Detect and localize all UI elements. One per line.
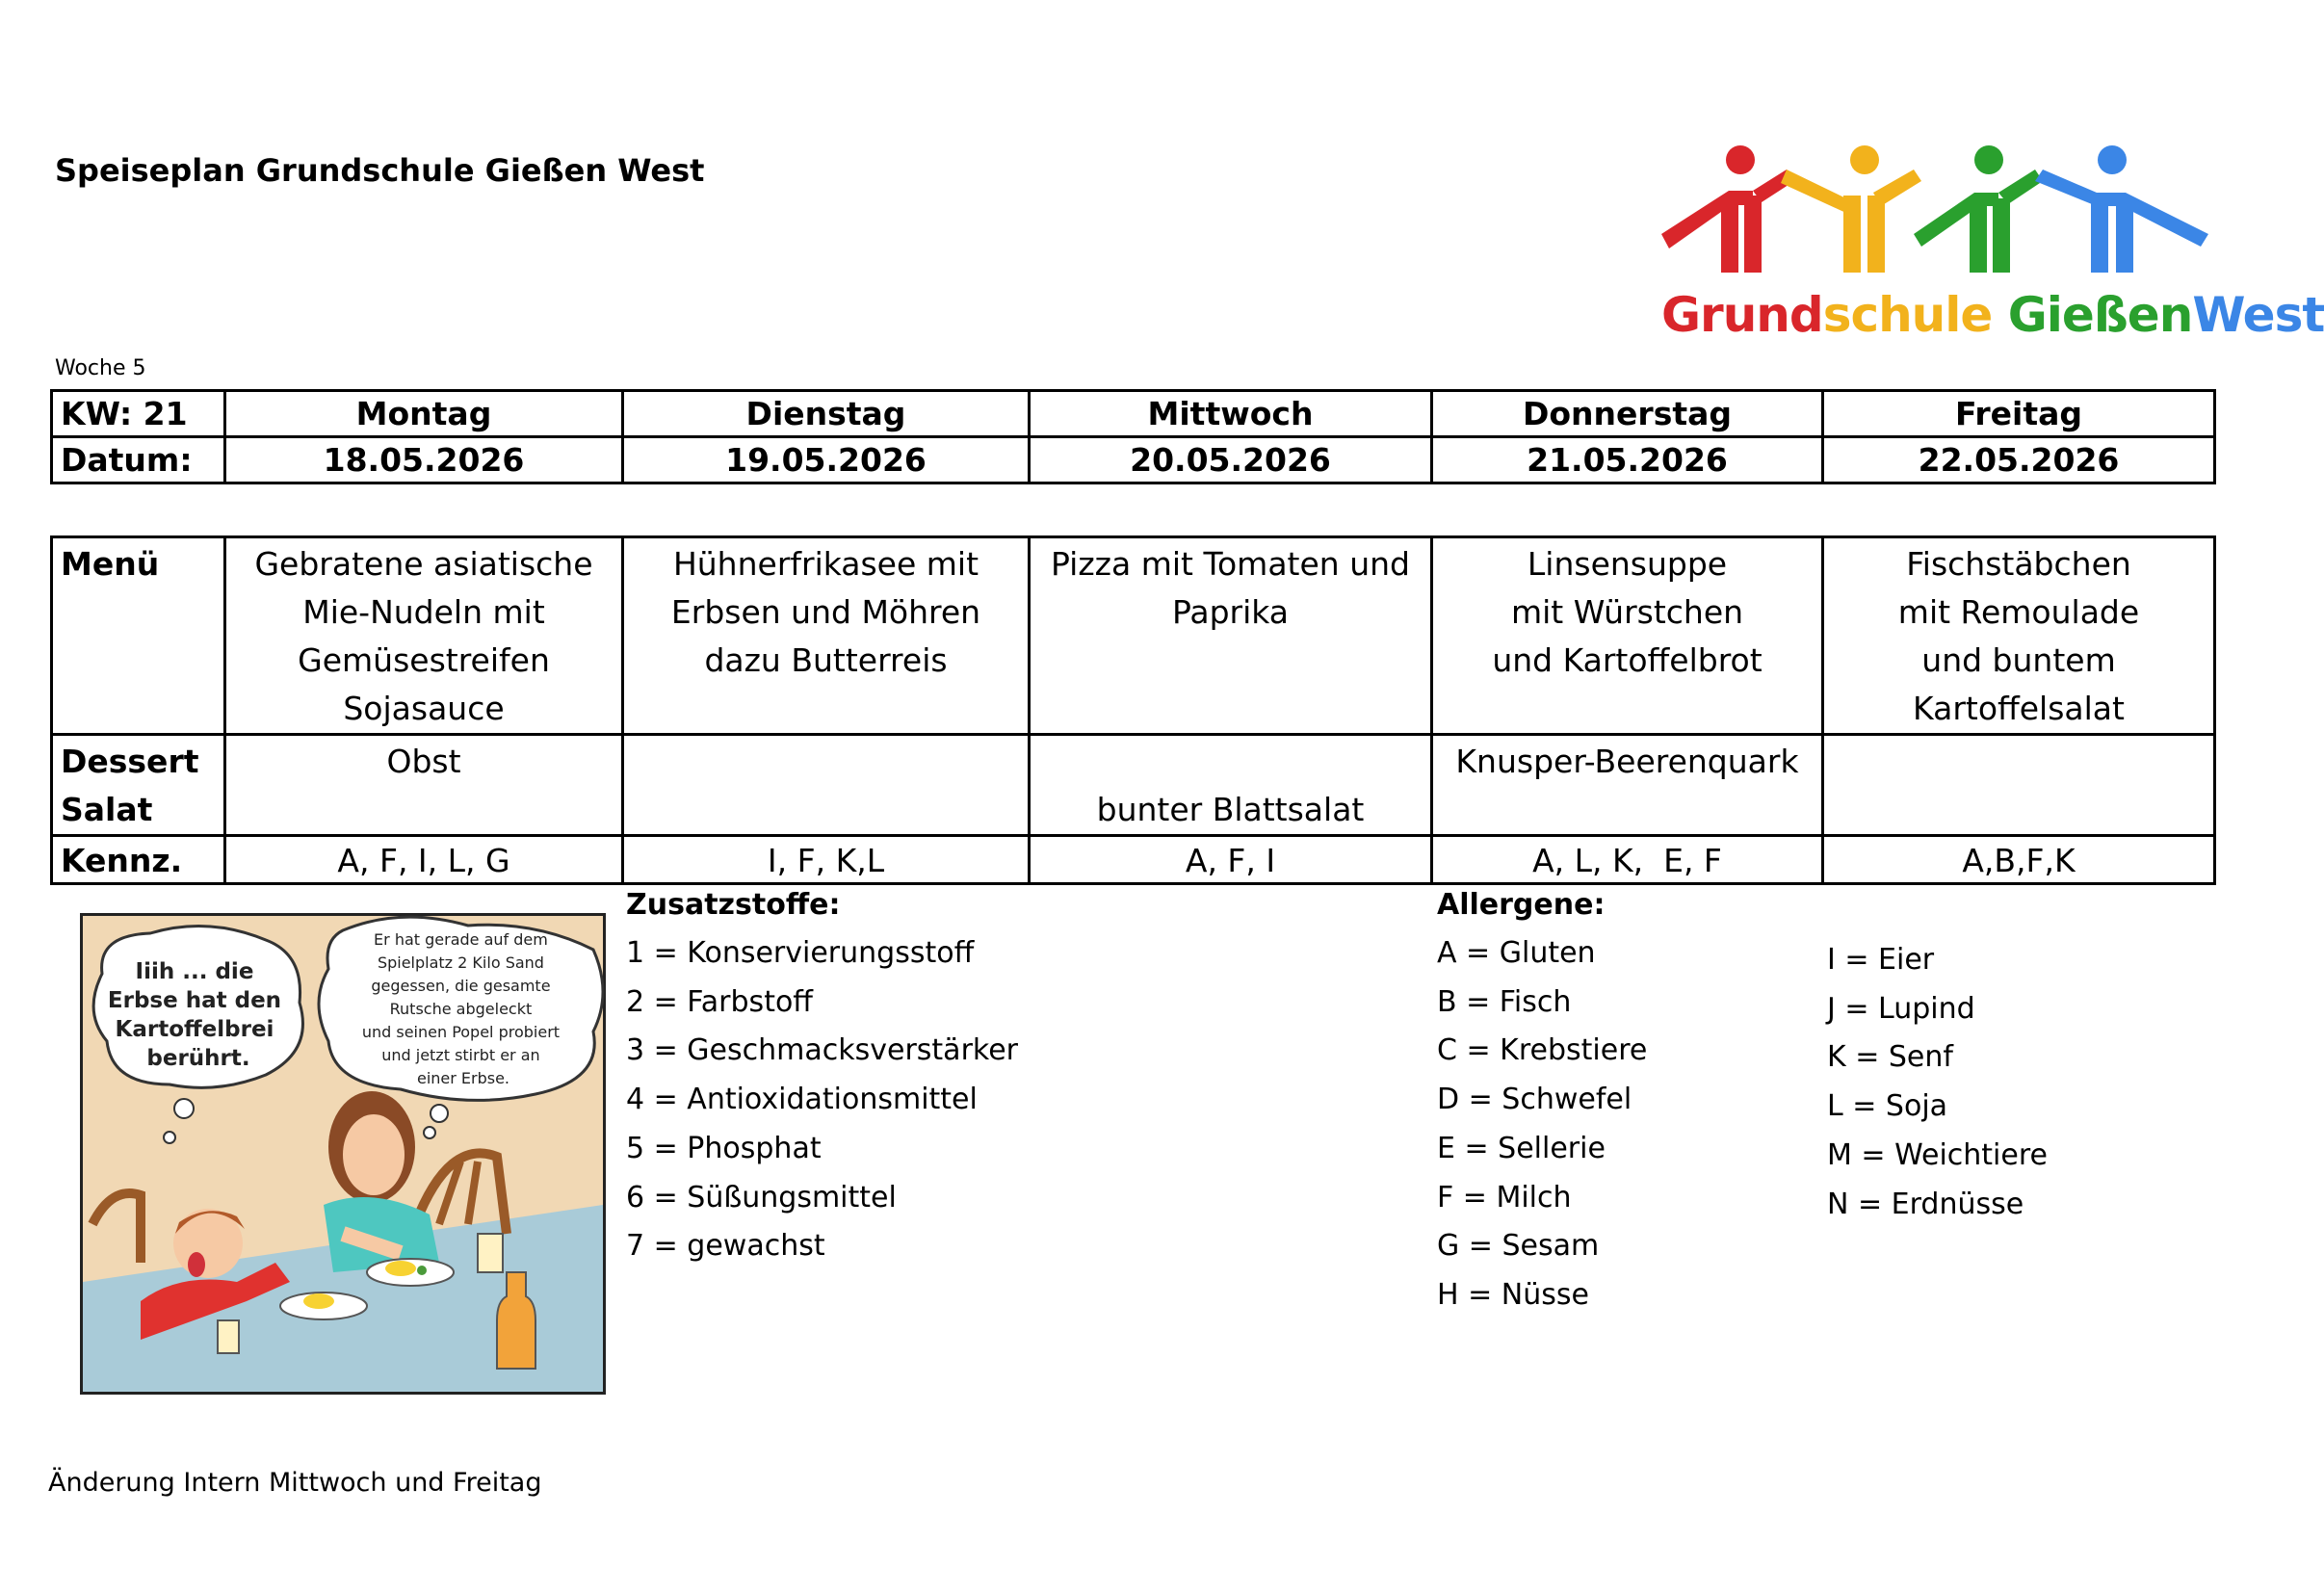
allergen-item: D = Schwefel xyxy=(1437,1083,1632,1117)
dessert-value xyxy=(632,738,1020,786)
meal-line: Hühnerfrikasee mit xyxy=(672,545,979,583)
additive-item: 3 = Geschmacksverstärker xyxy=(626,1033,1018,1068)
salat-label: Salat xyxy=(61,791,153,828)
day-name: Donnerstag xyxy=(1432,391,1823,437)
menu-row xyxy=(52,537,2215,735)
logo-text-part: Gießen xyxy=(2007,287,2193,343)
kennz-value: I, F, K,L xyxy=(623,836,1030,884)
svg-text:Er hat gerade auf dem Sp xyxy=(362,930,564,1087)
kennz-value: A, L, K, E, F xyxy=(1432,836,1823,884)
meal-line: Fischstäbchen xyxy=(1906,545,2131,583)
additive-item: 2 = Farbstoff xyxy=(626,984,813,1019)
date-label: Datum: xyxy=(52,437,225,483)
logo-figures-icon xyxy=(1661,143,2208,287)
meal-cell xyxy=(225,537,623,735)
cartoon-text-line: Spielplatz 2 Kilo Sand xyxy=(377,953,544,972)
allergen-item: M = Weichtiere xyxy=(1827,1137,2048,1172)
allergens-heading: Allergene: xyxy=(1437,888,1606,922)
meal-line: Erbsen und Möhren xyxy=(670,593,981,631)
cartoon-text-line: und jetzt stirbt er an xyxy=(381,1046,540,1064)
allergen-item: A = Gluten xyxy=(1437,936,1596,970)
dessert-cell xyxy=(1823,735,2215,836)
logo-text-part: Grund xyxy=(1661,287,1823,343)
additive-item: 4 = Antioxidationsmittel xyxy=(626,1083,978,1117)
allergen-item: C = Krebstiere xyxy=(1437,1033,1648,1068)
meal-line: mit Remoulade xyxy=(1897,593,2140,631)
meal-cell xyxy=(1823,537,2215,735)
meal-line: Pizza mit Tomaten und xyxy=(1051,545,1410,583)
meal-line: und Kartoffelbrot xyxy=(1492,641,1763,679)
additive-item: 5 = Phosphat xyxy=(626,1131,822,1165)
day-date: 19.05.2026 xyxy=(623,437,1030,483)
dessert-salat-label xyxy=(52,735,225,836)
allergens-section xyxy=(1437,888,1647,1320)
day-row xyxy=(52,391,2215,437)
cartoon-text-line: berührt. xyxy=(146,1046,250,1071)
dessert-cell xyxy=(225,735,623,836)
meal-cell xyxy=(1432,537,1823,735)
day-name: Mittwoch xyxy=(1030,391,1432,437)
page-title: Speiseplan Grundschule Gießen West xyxy=(55,152,705,189)
allergen-item: H = Nüsse xyxy=(1437,1277,1589,1312)
meal-line: Gebratene asiatische xyxy=(254,545,593,583)
dessert-value: Knusper-Beerenquark xyxy=(1455,743,1799,780)
kennz-value: A, F, I, L, G xyxy=(225,836,623,884)
dessert-value xyxy=(1038,738,1423,786)
meal-cell xyxy=(1030,537,1432,735)
additives-heading: Zusatzstoffe: xyxy=(626,888,841,922)
day-date: 18.05.2026 xyxy=(225,437,623,483)
additive-item: 6 = Süßungsmittel xyxy=(626,1180,897,1214)
dessert-cell xyxy=(1432,735,1823,836)
menu-label: Menü xyxy=(52,537,225,735)
cartoon-text-line: gegessen, die gesamte xyxy=(371,977,551,995)
kw-label: KW: 21 xyxy=(52,391,225,437)
meal-line: mit Würstchen xyxy=(1510,593,1744,631)
meal-line: Gemüsestreifen xyxy=(298,641,550,679)
dessert-value xyxy=(1832,738,2206,786)
additive-item: 7 = gewachst xyxy=(626,1229,825,1264)
date-row xyxy=(52,437,2215,483)
allergen-item: F = Milch xyxy=(1437,1180,1572,1214)
meal-line: Kartoffelsalat xyxy=(1913,690,2125,727)
meal-line: dazu Butterreis xyxy=(704,641,948,679)
cartoon-text-line: Kartoffelbrei xyxy=(115,1017,274,1042)
meal-line: Mie-Nudeln mit xyxy=(302,593,545,631)
menu-table xyxy=(50,535,2216,885)
kennz-value: A,B,F,K xyxy=(1823,836,2215,884)
allergens-section-col2 xyxy=(1827,936,2048,1229)
meal-line: Paprika xyxy=(1171,593,1290,631)
schedule-header-table xyxy=(50,389,2216,484)
cartoon-text-line: Rutsche abgeleckt xyxy=(389,1000,533,1018)
logo-text xyxy=(1661,287,2324,343)
cartoon-text-line: Er hat gerade auf dem xyxy=(374,930,548,949)
dessert-value: Obst xyxy=(386,743,461,780)
dessert-salat-row xyxy=(52,735,2215,836)
meal-line: und buntem xyxy=(1921,641,2116,679)
additives-section xyxy=(626,888,1018,1271)
allergen-item: N = Erdnüsse xyxy=(1827,1187,2024,1221)
allergen-item: J = Lupind xyxy=(1827,991,1975,1026)
day-date: 20.05.2026 xyxy=(1030,437,1432,483)
allergen-item: K = Senf xyxy=(1827,1040,1953,1075)
kennz-value: A, F, I xyxy=(1030,836,1432,884)
cartoon-text-line: einer Erbse. xyxy=(416,1069,510,1087)
dessert-cell xyxy=(1030,735,1432,836)
additive-item: 1 = Konservierungsstoff xyxy=(626,936,975,970)
dessert-label: Dessert xyxy=(61,743,199,780)
allergen-item: G = Sesam xyxy=(1437,1229,1600,1264)
week-label: Woche 5 xyxy=(55,356,146,380)
salat-value xyxy=(234,786,614,834)
kennz-label: Kennz. xyxy=(52,836,225,884)
day-date: 22.05.2026 xyxy=(1823,437,2215,483)
day-name: Montag xyxy=(225,391,623,437)
cartoon-text-line: Iiih ... die xyxy=(135,959,254,984)
meal-line: Linsensuppe xyxy=(1527,545,1728,583)
day-name: Dienstag xyxy=(623,391,1030,437)
day-name: Freitag xyxy=(1823,391,2215,437)
salat-value xyxy=(1832,786,2206,834)
allergen-item: B = Fisch xyxy=(1437,984,1572,1019)
allergen-item: I = Eier xyxy=(1827,943,1935,977)
school-logo xyxy=(1661,143,2324,350)
meal-cell xyxy=(623,537,1030,735)
allergen-item: L = Soja xyxy=(1827,1089,1948,1124)
dessert-cell xyxy=(623,735,1030,836)
allergen-item: E = Sellerie xyxy=(1437,1131,1606,1165)
kennz-row xyxy=(52,836,2215,884)
salat-value xyxy=(632,786,1020,834)
logo-text-part: West xyxy=(2192,287,2324,343)
logo-text-part: schule xyxy=(1822,287,2008,343)
day-date: 21.05.2026 xyxy=(1432,437,1823,483)
cartoon-illustration xyxy=(80,913,606,1395)
salat-value: bunter Blattsalat xyxy=(1096,791,1365,828)
cartoon-drawing xyxy=(83,916,603,1392)
cartoon-text-line: Erbse hat den xyxy=(107,988,282,1013)
footer-note: Änderung Intern Mittwoch und Freitag xyxy=(48,1468,542,1498)
cartoon-text-line: und seinen Popel probiert xyxy=(361,1023,561,1041)
salat-value xyxy=(1441,786,1814,834)
meal-line: Sojasauce xyxy=(343,690,505,727)
